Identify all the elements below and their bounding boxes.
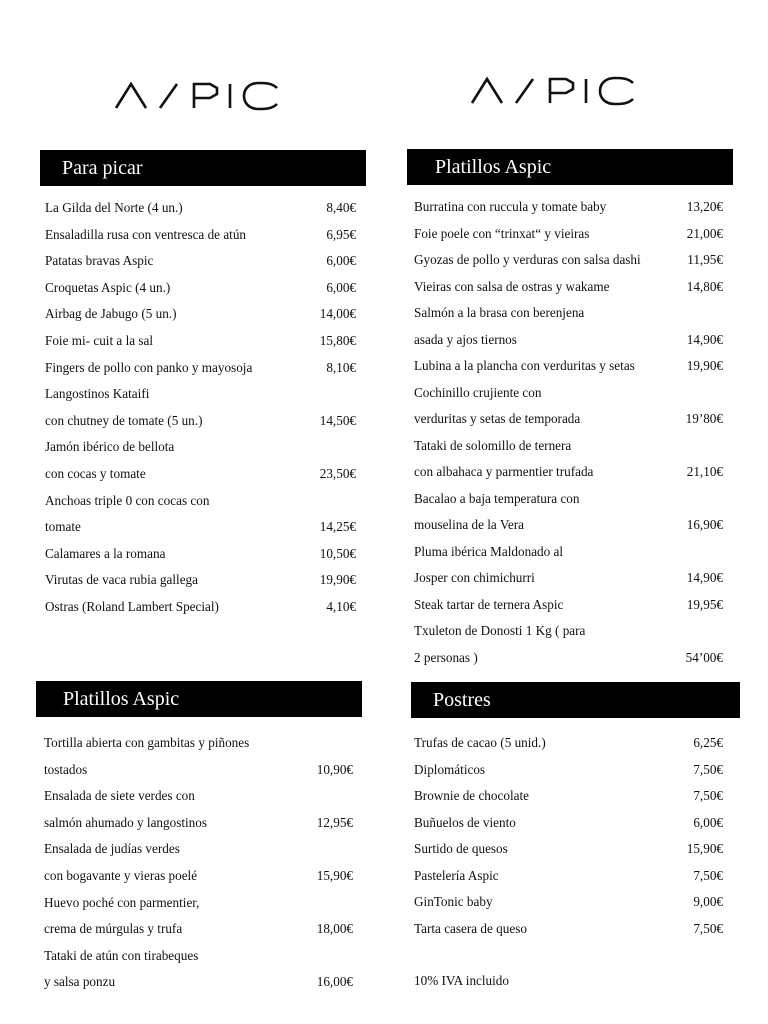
menu-item-price: 6,25€ [693,735,723,750]
menu-item-price: 6,00€ [326,253,356,269]
menu-item-price: 6,00€ [326,279,356,295]
menu-item-name: mouselina de la Vera [414,517,524,532]
menu-item-name: Fingers de pollo con panko y mayosoja [45,359,253,375]
menu-item-price: 13,20€ [686,199,723,214]
menu-item-name: Langostinos Kataifi [45,386,150,402]
menu-item-name: Josper con chimichurri [414,570,535,585]
menu-item-name: Bacalao a baja temperatura con [414,490,580,506]
menu-item-price: 15,90€ [686,841,723,856]
menu-item-price: 16,90€ [686,517,723,532]
menu-item-price: 9,00€ [693,894,723,909]
menu-item-name: Burratina con ruccula y tomate baby [414,199,607,214]
menu-item-name: con cocas y tomate [45,466,146,481]
menu-item-name: Tortilla abierta con gambitas y piñones [44,735,250,750]
menu-item-name: Huevo poché con parmentier, [44,894,200,910]
menu-item-name: verduritas y setas de temporada [414,411,581,426]
menu-item-price: 18,00€ [316,921,353,937]
menu-item-price: 6,00€ [693,814,723,830]
menu-item-price: 6,95€ [326,226,356,242]
menu-item-price: 12,95€ [316,814,353,830]
menu-item-price: 21,10€ [686,464,723,479]
menu-item-name: asada y ajos tiernos [414,331,517,347]
menu-item-name: 2 personas ) [414,649,478,665]
menu-item-price: 14,90€ [686,331,723,347]
aspic-logo-right [470,75,638,107]
menu-item-name: Diplomáticos [414,761,486,777]
menu-item-name: Gyozas de pollo y verduras con salsa dashi [414,252,641,267]
menu-item-price: 15,90€ [316,868,353,883]
menu-item-name: y salsa ponzu [44,974,116,990]
menu-item-name: Anchoas triple 0 con cocas con [45,492,210,508]
menu-item-name: GinTonic baby [414,894,493,909]
menu-item-name: Foie poele con “trinxat“ y vieiras [414,225,590,241]
menu-item-price: 54’00€ [685,649,723,665]
menu-item-price: 7,50€ [693,761,723,777]
menu-item-name: Txuleton de Donosti 1 Kg ( para [414,623,586,638]
menu-item-name: Tataki de atún con tirabeques [44,947,199,963]
menu-item-price: 8,40€ [326,200,356,215]
menu-item-name: con bogavante y vieras poelé [44,868,198,883]
menu-item-name: Lubina a la plancha con verduritas y setas [414,358,635,373]
menu-item-price: 15,80€ [319,333,356,348]
menu-item-price: 11,95€ [687,252,723,267]
menu-item-price: 21,00€ [686,225,723,241]
menu-item-price: 14,00€ [319,306,356,322]
section-header-platillos-right: Platillos Aspic [407,149,733,185]
menu-item-name: Surtido de quesos [414,841,508,856]
menu-item-name: Airbag de Jabugo (5 un.) [45,306,177,322]
menu-item-name: Ensalada de judías verdes [44,841,180,857]
menu-item-name: con albahaca y parmentier trufada [414,464,594,479]
menu-item-name: Tarta casera de queso [414,920,527,936]
menu-item-name: La Gilda del Norte (4 un.) [45,200,183,215]
menu-item-name: Cochinillo crujiente con [414,384,542,400]
section-header-platillos-left: Platillos Aspic [36,681,362,717]
menu-item-name: Ensaladilla rusa con ventresca de atún [45,226,247,242]
menu-item-name: Buñuelos de viento [414,814,516,830]
menu-item-name: Calamares a la romana [45,545,166,561]
aspic-logo-left [114,80,282,112]
menu-item-name: salmón ahumado y langostinos [44,814,207,830]
menu-item-name: Tataki de solomillo de ternera [414,437,572,453]
menu-item-name: Pluma ibérica Maldonado al [414,543,564,559]
section-header-para-picar: Para picar [40,150,366,186]
menu-item-price: 16,00€ [316,974,353,990]
menu-item-price: 7,50€ [693,788,723,803]
menu-item-price: 19,90€ [319,572,356,588]
menu-item-price: 7,50€ [693,920,723,936]
menu-item-price: 10,50€ [319,545,356,561]
iva-note: 10% IVA incluido [414,973,509,988]
menu-item-name: Brownie de chocolate [414,788,529,803]
menu-item-price: 8,10€ [326,359,356,375]
menu-item-name: Trufas de cacao (5 unid.) [414,735,546,750]
menu-item-name: tostados [44,761,88,777]
menu-item-price: 14,80€ [686,278,723,294]
menu-item-name: Pastelería Aspic [414,867,499,883]
menu-item-name: tomate [45,519,81,535]
menu-item-price: 14,50€ [319,412,356,428]
menu-item-name: Salmón a la brasa con berenjena [414,305,585,320]
menu-item-price: 4,10€ [326,599,356,614]
menu-item-name: Patatas bravas Aspic [45,253,154,269]
menu-item-name: Foie mi- cuit a la sal [45,333,154,348]
menu-item-price: 14,90€ [686,570,723,585]
menu-item-name: Croquetas Aspic (4 un.) [45,279,171,295]
menu-item-name: Virutas de vaca rubia gallega [45,572,198,588]
section-header-postres: Postres [411,682,740,718]
menu-item-name: crema de múrgulas y trufa [44,921,183,937]
menu-item-name: Steak tartar de ternera Aspic [414,596,564,612]
menu-item-name: Ostras (Roland Lambert Special) [45,599,219,614]
menu-item-price: 19’80€ [685,411,723,426]
menu-item-price: 10,90€ [316,761,353,777]
menu-item-price: 14,25€ [319,519,356,535]
menu-item-name: Vieiras con salsa de ostras y wakame [414,278,610,294]
menu-item-price: 23,50€ [319,466,356,481]
menu-item-name: Ensalada de siete verdes con [44,788,195,804]
menu-item-price: 7,50€ [693,867,723,883]
menu-item-price: 19,95€ [686,596,723,612]
menu-item-price: 19,90€ [686,358,723,373]
menu-item-name: con chutney de tomate (5 un.) [45,412,203,428]
menu-item-name: Jamón ibérico de bellota [45,439,175,455]
